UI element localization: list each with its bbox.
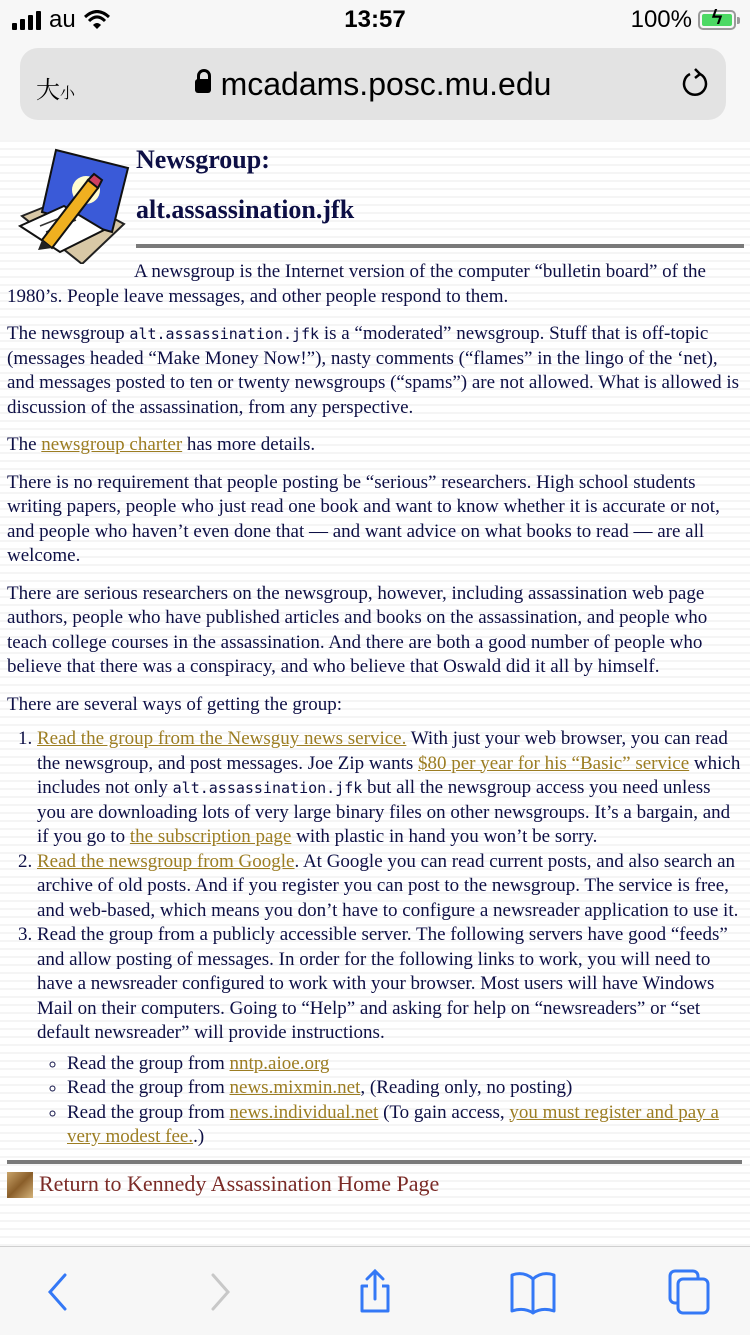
ways-list [7,727,742,1046]
footer-divider [7,1160,742,1164]
page-content [0,260,750,1198]
list-item [37,850,742,924]
list-item [37,727,742,850]
aioe-link[interactable]: nntp.aioe.org [229,1052,330,1074]
server-item [67,1052,742,1077]
server-item [67,1076,742,1101]
web-page [0,140,750,1246]
text-span: (To gain access, [378,1101,510,1123]
writing-pencil-logo-icon [12,146,134,264]
url-display[interactable] [20,66,726,103]
ways-intro: There are several ways of getting the group: [7,693,343,715]
return-home-link[interactable]: Return to Kennedy Assassination Home Page [39,1170,440,1196]
text-span: .) [193,1126,205,1147]
battery-percent: 100% [630,6,692,33]
return-home[interactable] [7,1172,742,1198]
text-size-big: 大 [36,77,60,104]
newsgroup-code: alt.assassination.jfk [172,779,363,797]
server-item [67,1101,742,1150]
header-divider [136,244,744,248]
clock: 13:57 [344,6,406,33]
text-span: with plastic in hand you won’t be sorry. [291,826,598,847]
mixmin-link[interactable]: news.mixmin.net [229,1077,361,1098]
text-span: is a “moderated” newsgroup. Stuff that is off-topic (messages headed “Make Money Now!”), nasty comments (“flames” in the lingo of the ‘net), and messages posted to ten or twenty newsgroups (“spams”) are not allowed. What is allowed is discussion of the assassination, from any perspective. [7,323,740,418]
tabs-icon[interactable] [666,1267,716,1317]
bookmarks-icon[interactable] [508,1267,558,1317]
text-span: Read the group from a publicly accessible server. The following servers have good “feeds” and allow posting of messages. In order for the following links to work, you will need to have a newsreader configured to work with your browser. Most users will have Windows Mail on their computers. Going to “Help” and asking for help on “newsreaders” or “set default newsreader” will provide instructions. [37,924,728,1043]
text-span: which includes not only [37,752,741,798]
newsguy-link[interactable]: Read the group from the Newsguy news service. [37,728,407,749]
subscription-page-link[interactable]: the subscription page [129,826,292,847]
newsgroup-charter-link[interactable]: newsgroup charter [41,434,183,455]
pyramid-button-icon [7,1172,33,1198]
text-span: , (Reading only, no posting) [360,1077,573,1098]
charter-paragraph [7,433,742,458]
url-domain: mcadams.posc.mu.edu [220,66,552,102]
text-span: Read the group from [67,1052,230,1074]
basic-service-link[interactable]: $80 per year for his “Basic” service [418,752,690,774]
carrier-label: au [49,6,76,33]
moderation-paragraph [7,322,742,420]
newsgroup-code: alt.assassination.jfk [129,325,320,343]
welcome-paragraph: There is no requirement that people posting be “serious” researchers. High school students writing papers, people who just read one book and want to know whether it is accurate or not, and people who haven’t even done that — and want advice on what books to read — are all welcome. [7,471,720,566]
page-title-newsgroup: alt.assassination.jfk [136,195,355,224]
page-header [0,140,750,262]
lock-icon [195,79,211,93]
text-span: Read the group from [67,1077,230,1098]
text-span: Read the group from [67,1101,230,1123]
text-span: . At Google you can read current posts, and also search an archive of old posts. And if you register you can post to the newsgroup. The service is free, and web-based, which means you don’t have to configure a newsreader application to use it. [37,850,739,921]
text-span: The [7,434,42,455]
battery-icon [698,7,736,30]
text-span: The newsgroup [7,323,130,344]
text-span: but all the newsgroup access you need unless you are downloading lots of very large binary files on other newsgroups. It’s a bargain, and if you go to [37,777,731,847]
page-title-line1: Newsgroup: [136,145,270,174]
address-bar[interactable] [20,48,726,120]
share-icon[interactable] [350,1267,400,1317]
back-icon[interactable] [34,1267,84,1317]
text-size-small: 小 [60,85,76,102]
google-link[interactable]: Read the newsgroup from Google [37,850,295,872]
text-span: With just your web browser, you can read the newsgroup, and post messages. Joe Zip wants [37,728,728,774]
individual-net-link[interactable]: news.individual.net [229,1101,379,1123]
charging-bolt-icon: ϟ [711,7,723,29]
servers-list [37,1052,742,1150]
reload-icon[interactable] [678,66,712,108]
status-bar [0,0,750,40]
text-span: has more details. [182,434,316,455]
intro-paragraph: A newsgroup is the Internet version of the computer “bulletin board” of the 1980’s. People leave messages, and other people respond to them. [7,261,706,307]
researchers-paragraph: There are serious researchers on the newsgroup, however, including assassination web page authors, people who have published articles and books on the assassination, and people who teach college courses in the assassination. And there are both a good number of people who believe that there was a conspiracy, and who believe that Oswald did it all by himself. [7,582,708,677]
list-item [37,923,742,1046]
register-link[interactable]: you must register and pay a very modest fee. [67,1101,719,1147]
forward-icon[interactable] [194,1267,244,1317]
browser-toolbar [0,1246,750,1335]
